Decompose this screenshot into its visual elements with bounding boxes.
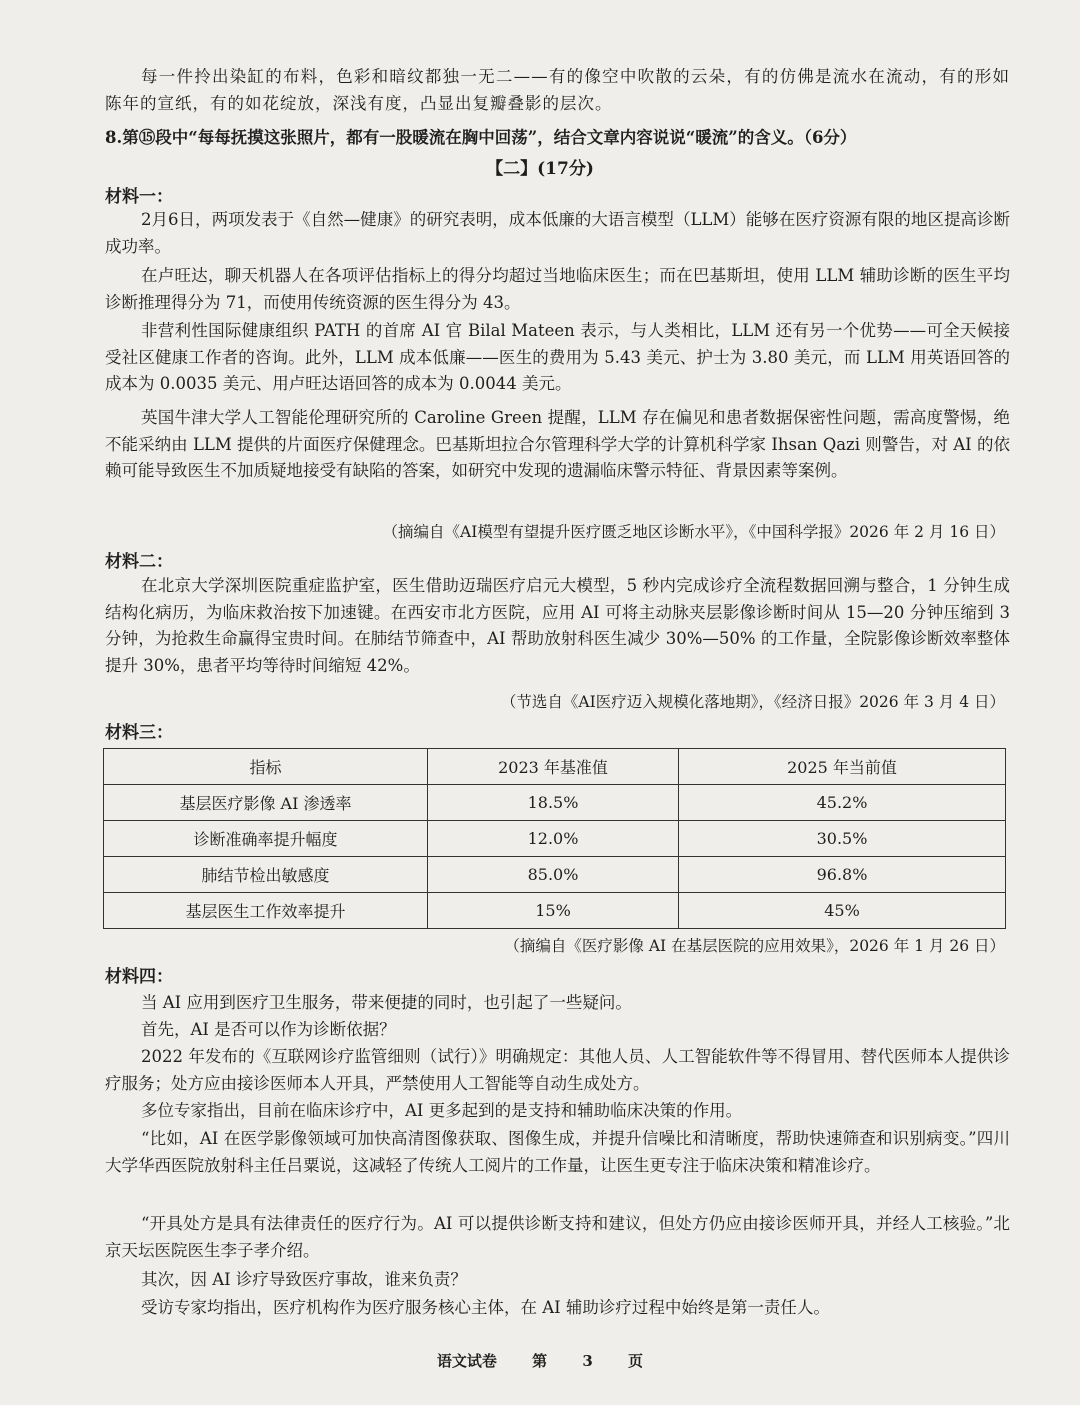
material1-paragraph-4: 英国牛津大学人工智能伦理研究所的 Caroline Green 提醒，LLM 存在偏见和患者数据保密性问题，需高度警惕，绝不能采纳由 LLM 提供的片面医疗保健理念。巴基斯坦拉合尔管理科学大学的计算机科学家 Ihsan Qazi 则警告，对 AI 的依赖可能导致医生不加质疑地接受有缺陷的答案，如研究中发现的遗漏临床警示特征、背景因素等案例。 — [105, 408, 1010, 480]
material1-paragraph-3: 非营利性国际健康组织 PATH 的首席 AI 官 Bilal Mateen 表示，与人类相比，LLM 还有另一个优势——可全天候接受社区健康工作者的咨询。此外，LLM 成本低廉——医生的费用为 5.43 美元、护士为 3.80 美元，而 LLM 用英语回答的成本为 0.0035 美元、用卢旺达语回答的成本为 0.0044 美元。 — [105, 321, 1010, 393]
data-table — [103, 748, 1006, 929]
table-cell: 45.2% — [679, 785, 1006, 821]
material1-paragraph-1: 2月6日，两项发表于《自然—健康》的研究表明，成本低廉的大语言模型（LLM）能够在医疗资源有限的地区提高诊断成功率。 — [105, 210, 1010, 256]
material2-label: 材料二： — [105, 552, 173, 572]
material2-paragraph: 在北京大学深圳医院重症监护室，医生借助迈瑞医疗启元大模型，5 秒内完成诊疗全流程数据回溯与整合，1 分钟生成结构化病历，为临床救治按下加速键。在西安市北方医院，应用 AI 可将主动脉夹层影像诊断时间从 15—20 分钟压缩到 3 分钟，为抢救生命赢得宝贵时间。在肺结节筛查中，AI 帮助放射科医生减少 30%—50% 的工作量，全院影像诊断效率整体提升 30%，患者平均等待时间缩短 42%。 — [105, 576, 1010, 675]
material1-paragraph-2: 在卢旺达，聊天机器人在各项评估指标上的得分均超过当地临床医生；而在巴基斯坦，使用 LLM 辅助诊断的医生平均诊断推理得分为 71，而使用传统资源的医生得分为 43。 — [105, 266, 1010, 312]
page-footer — [0, 1350, 1080, 1371]
material1-source: （摘编自《AI模型有望提升医疗匮乏地区诊断水平》，《中国科学报》2026 年 2 月 16 日） — [382, 523, 1005, 541]
material4-paragraph-4: 多位专家指出，目前在临床诊疗中，AI 更多起到的是支持和辅助临床决策的作用。 — [141, 1101, 743, 1120]
footer-subject: 语文试卷 — [436, 1352, 497, 1370]
table-cell: 30.5% — [679, 821, 1006, 857]
table-cell: 肺结节检出敏感度 — [104, 857, 428, 893]
material3-label: 材料三： — [105, 723, 173, 743]
table-cell: 45% — [679, 893, 1006, 929]
material2-source: （节选自《AI医疗迈入规模化落地期》，《经济日报》2026 年 3 月 4 日） — [500, 693, 1005, 711]
material4-paragraph-8: 受访专家均指出，医疗机构作为医疗服务核心主体，在 AI 辅助诊疗过程中始终是第一责任人。 — [141, 1298, 830, 1317]
table-cell: 基层医疗影像 AI 渗透率 — [104, 785, 428, 821]
intro-paragraph: 每一件拎出染缸的布料，色彩和暗纹都独一无二——有的像空中吹散的云朵，有的仿佛是流水在流动，有的形如陈年的宣纸，有的如花绽放，深浅有度，凸显出复瓣叠影的层次。 — [105, 67, 1010, 113]
question-8: 8.第⑮段中“每每抚摸这张照片，都有一股暖流在胸中回荡”，结合文章内容说说“暖流”的含义。（6分） — [105, 128, 857, 147]
table-cell: 96.8% — [679, 857, 1006, 893]
table-header-cell: 指标 — [104, 749, 428, 785]
material4-paragraph-6: “开具处方是具有法律责任的医疗行为。AI 可以提供诊断支持和建议，但处方仍应由接诊医师开具，并经人工核验。”北京天坛医院医生李子孝介绍。 — [105, 1214, 1010, 1260]
table-cell: 12.0% — [428, 821, 679, 857]
material3-source: （摘编自《医疗影像 AI 在基层医院的应用效果》，2026 年 1 月 26 日） — [504, 937, 1005, 955]
footer-page-number: 第 3 页 — [532, 1352, 644, 1370]
material4-paragraph-2: 首先，AI 是否可以作为诊断依据？ — [141, 1020, 396, 1039]
table-row — [104, 857, 1006, 893]
table-header-cell: 2023 年基准值 — [428, 749, 679, 785]
table-row — [104, 785, 1006, 821]
table-header-cell: 2025 年当前值 — [679, 749, 1006, 785]
table-cell: 15% — [428, 893, 679, 929]
material1-label: 材料一： — [105, 187, 173, 207]
material4-paragraph-5: “比如，AI 在医学影像领域可加快高清图像获取、图像生成，并提升信噪比和清晰度，帮助快速筛查和识别病变。”四川大学华西医院放射科主任吕粟说，这减轻了传统人工阅片的工作量，让医生更专注于临床决策和精准诊疗。 — [105, 1129, 1010, 1175]
material4-paragraph-3: 2022 年发布的《互联网诊疗监管细则（试行）》明确规定：其他人员、人工智能软件等不得冒用、替代医师本人提供诊疗服务；处方应由接诊医师本人开具，严禁使用人工智能等自动生成处方。 — [105, 1047, 1010, 1093]
section-heading: 【二】(17分) — [486, 159, 594, 179]
table-cell: 85.0% — [428, 857, 679, 893]
material4-label: 材料四： — [105, 967, 173, 987]
table-header-row — [104, 749, 1006, 785]
table-row — [104, 821, 1006, 857]
table-cell: 诊断准确率提升幅度 — [104, 821, 428, 857]
material4-paragraph-7: 其次，因 AI 诊疗导致医疗事故，谁来负责？ — [141, 1270, 467, 1289]
table-row — [104, 893, 1006, 929]
table-cell: 18.5% — [428, 785, 679, 821]
material4-paragraph-1: 当 AI 应用到医疗卫生服务，带来便捷的同时，也引起了一些疑问。 — [141, 993, 632, 1012]
table-cell: 基层医生工作效率提升 — [104, 893, 428, 929]
